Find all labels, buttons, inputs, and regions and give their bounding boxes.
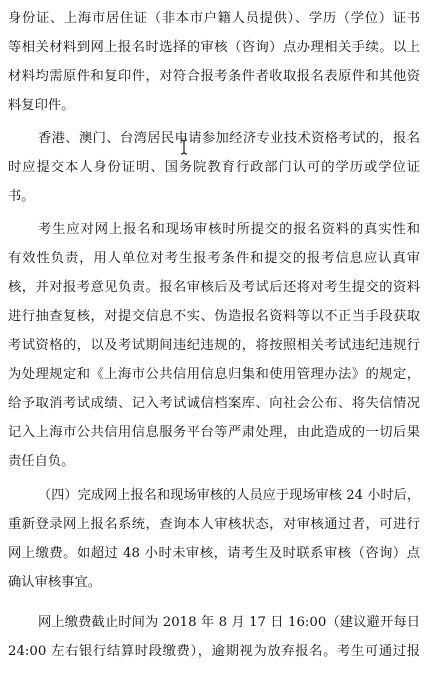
paragraph-3-line-6: 为处理规定和《上海市公共信用信息归集和使用管理办法》的规定， — [8, 367, 420, 382]
paragraph-4-line-1: （四）完成网上报名和现场审核的人员应于现场审核 24 小时后， — [38, 488, 420, 503]
paragraph-1-line-3: 材料均需原件和复印件，对符合报考条件者收取报名表原件和其他资 — [8, 69, 420, 84]
paragraph-5-line-1: 网上缴费截止时间为 2018 年 8 月 17 日 16:00（建议避开每日 — [38, 615, 420, 630]
paragraph-4-line-2: 重新登录网上报名系统，查询本人审核状态，对审核通过者，可进行 — [8, 517, 420, 532]
paragraph-4-line-4: 确认审核事宜。 — [8, 575, 102, 590]
paragraph-4-line-3: 网上缴费。如超过 48 小时未审核，请考生及时联系审核（咨询）点 — [8, 546, 420, 561]
paragraph-5-line-2: 24:00 左右银行结算时段缴费），逾期视为放弃报名。考生可通过报 — [8, 644, 420, 659]
paragraph-3-line-7: 给予取消考试成绩、记入考试诚信档案库、向社会公布、将失信情况 — [8, 396, 420, 411]
paragraph-3-line-1: 考生应对网上报名和现场审核时所提交的报名资料的真实性和 — [38, 222, 420, 237]
paragraph-3-line-8: 记入上海市公共信用信息服务平台等严肃处理，由此造成的一切后果 — [8, 425, 420, 440]
paragraph-1-line-1: 身份证、上海市居住证（非本市户籍人员提供）、学历（学位）证书 — [8, 11, 420, 26]
paragraph-2-line-3: 书。 — [8, 189, 35, 204]
paragraph-3-line-9: 责任自负。 — [8, 454, 75, 469]
mouse-cursor-icon — [178, 139, 190, 155]
paragraph-1-line-2: 等相关材料到网上报名时选择的审核（咨询）点办理相关手续。以上 — [8, 40, 420, 55]
paragraph-2-line-1: 香港、澳门、台湾居民申请参加经济专业技术资格考试的，报名 — [38, 131, 420, 146]
paragraph-3-line-2: 有效性负责，用人单位对考生报考条件和提交的报考信息应认真审 — [8, 251, 420, 266]
paragraph-3-line-4: 进行抽查复核，对提交信息不实、伪造报名资料等以不正当手段获取 — [8, 309, 420, 324]
paragraph-2-line-2: 时应提交本人身份证明、国务院教育行政部门认可的学历或学位证 — [8, 160, 420, 175]
paragraph-3-line-3: 核，并对报考意见负责。报名审核后及考试后还将对考生提交的资料 — [8, 280, 420, 295]
paragraph-1-line-4: 料复印件。 — [8, 98, 75, 113]
paragraph-3-line-5: 考试资格的，以及考试期间违纪违规的，将按照相关考试违纪违规行 — [8, 338, 420, 353]
